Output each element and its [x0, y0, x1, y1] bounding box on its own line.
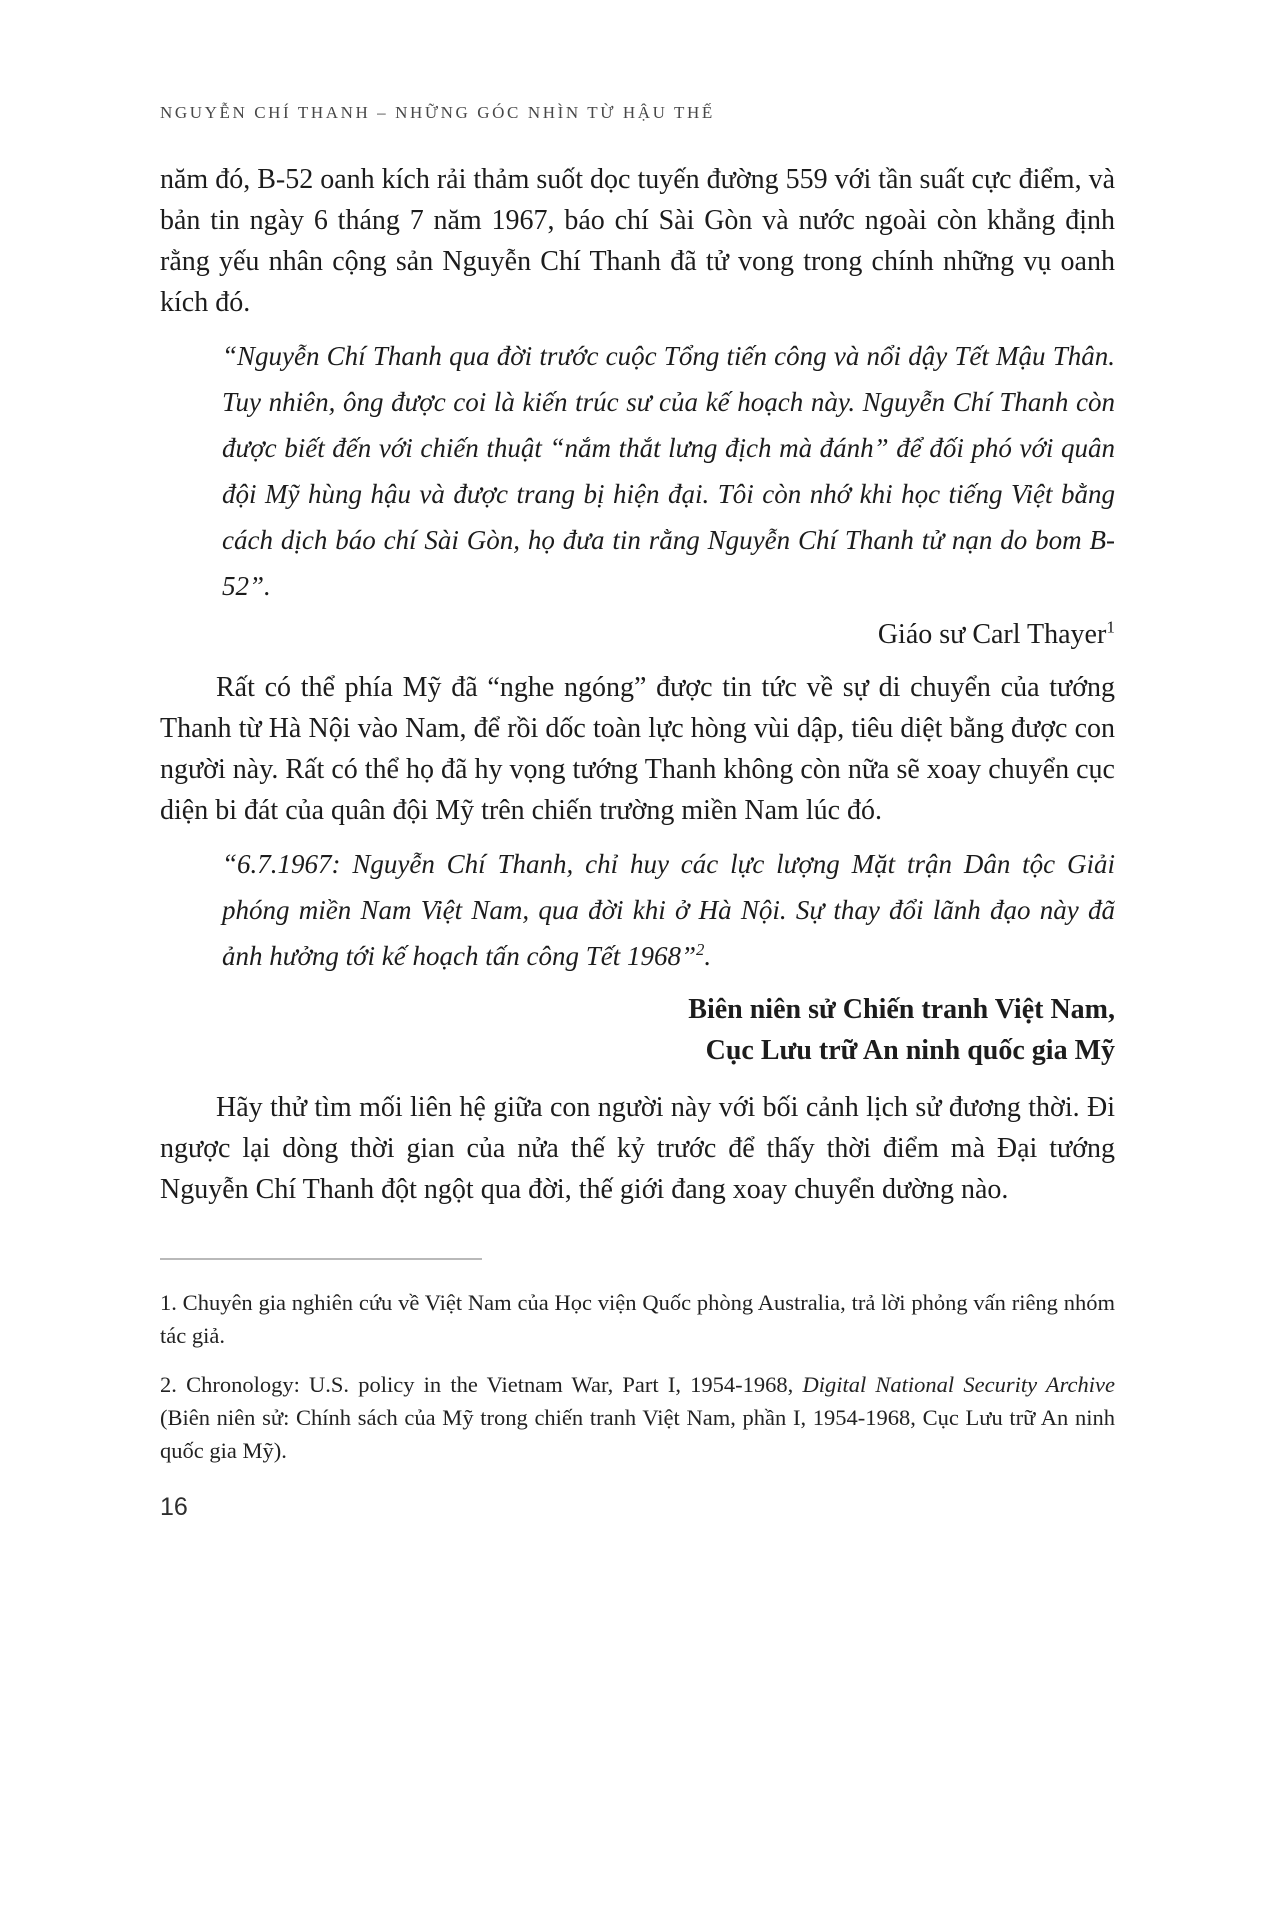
quote-tail: . — [704, 941, 712, 971]
footnote-divider — [160, 1258, 482, 1260]
footnote-1: 1. Chuyên gia nghiên cứu về Việt Nam của Học viện Quốc phòng Australia, trả lời phỏng vấn riêng nhóm tác giả. — [160, 1290, 1115, 1348]
attribution-text: Giáo sư Carl Thayer — [877, 619, 1107, 650]
paragraph-closing: Hãy thử tìm mối liên hệ giữa con người này với bối cảnh lịch sử đương thời. Đi ngược lại dòng thời gian của nửa thế kỷ trước để thấy thời điểm mà Đại tướng Nguyễn Chí Thanh đột ngột qua đời, thế giới đang xoay chuyển dường nào. — [160, 1092, 1115, 1205]
footnote-ref-1: 1 — [1106, 617, 1115, 637]
quote-block-thayer: “Nguyễn Chí Thanh qua đời trước cuộc Tổng tiến công và nổi dậy Tết Mậu Thân. Tuy nhiên, ông được coi là kiến trúc sư của kế hoạch này. Nguyễn Chí Thanh còn được biết đến với chiến thuật “nắm thắt lưng địch mà đánh” để đối phó với quân đội Mỹ hùng hậu và được trang bị hiện đại. Tôi còn nhớ khi học tiếng Việt bằng cách dịch báo chí Sài Gòn, họ đưa tin rằng Nguyễn Chí Thanh tử nạn do bom B-52”. — [222, 341, 1115, 601]
attribution-line-2: Cục Lưu trữ An ninh quốc gia Mỹ — [705, 1035, 1115, 1066]
running-header: NGUYỄN CHÍ THANH – NHỮNG GÓC NHÌN TỪ HẬU THẾ — [160, 103, 715, 122]
quote-text: “6.7.1967: Nguyễn Chí Thanh, chỉ huy các lực lượng Mặt trận Dân tộc Giải phóng miền Nam Việt Nam, qua đời khi ở Hà Nội. Sự thay đổi lãnh đạo này đã ảnh hưởng tới kế hoạch tấn công Tết 1968” — [222, 849, 1115, 971]
attribution-line-1: Biên niên sử Chiến tranh Việt Nam, — [688, 994, 1115, 1025]
footnote-2 — [160, 1368, 1115, 1467]
footnote-2-prefix: 2. Chronology: U.S. policy in the Vietnam War, Part I, 1954-1968, — [160, 1372, 803, 1397]
footnote-ref-2: 2 — [696, 940, 705, 959]
paragraph-continuation: năm đó, B-52 oanh kích rải thảm suốt dọc tuyến đường 559 với tần suất cực điểm, và bản tin ngày 6 tháng 7 năm 1967, báo chí Sài Gòn và nước ngoài còn khẳng định rằng yếu nhân cộng sản Nguyễn Chí Thanh đã tử vong trong chính những vụ oanh kích đó. — [160, 164, 1115, 318]
quote-attribution-thayer — [160, 619, 1115, 651]
paragraph-speculation: Rất có thể phía Mỹ đã “nghe ngóng” được tin tức về sự di chuyển của tướng Thanh từ Hà Nội vào Nam, để rồi dốc toàn lực hòng vùi dập, tiêu diệt bằng được con người này. Rất có thể họ đã hy vọng tướng Thanh không còn nữa sẽ xoay chuyển cục diện bi đát của quân đội Mỹ trên chiến trường miền Nam lúc đó. — [160, 672, 1115, 826]
quote-block-chronology — [222, 841, 1115, 979]
quote-attribution-archive — [160, 989, 1115, 1071]
footnote-2-suffix: (Biên niên sử: Chính sách của Mỹ trong chiến tranh Việt Nam, phần I, 1954-1968, Cục Lưu trữ An ninh quốc gia Mỹ). — [160, 1405, 1115, 1463]
page-number: 16 — [160, 1493, 188, 1521]
footnote-2-title: Digital National Security Archive — [802, 1372, 1116, 1397]
